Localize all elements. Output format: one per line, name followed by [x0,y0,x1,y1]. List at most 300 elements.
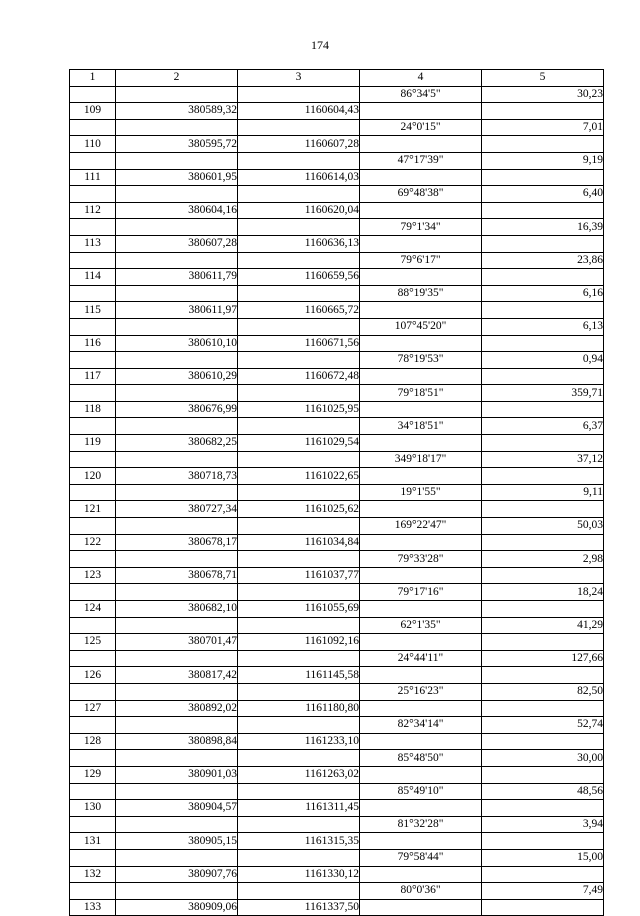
y-coordinate-cell: 1161145,58 [238,667,360,684]
y-coordinate-cell [238,650,360,667]
point-number-cell: 122 [70,534,116,551]
distance-cell: 6,37 [482,418,604,435]
column-header: 3 [238,70,360,87]
direction-angle-cell [360,866,482,883]
distance-cell [482,733,604,750]
direction-angle-cell: 69°48'38" [360,186,482,203]
table-row [70,103,604,120]
y-coordinate-cell [238,385,360,402]
distance-cell: 0,94 [482,352,604,369]
direction-angle-cell [360,368,482,385]
point-number-cell: 113 [70,235,116,252]
y-coordinate-cell: 1160620,04 [238,202,360,219]
table-row [70,750,604,767]
x-coordinate-cell: 380701,47 [116,634,238,651]
direction-angle-cell [360,766,482,783]
direction-angle-cell: 86°34'5" [360,86,482,103]
x-coordinate-cell [116,849,238,866]
table-row [70,700,604,717]
y-coordinate-cell: 1161034,84 [238,534,360,551]
table-row [70,484,604,501]
table-row [70,883,604,900]
y-coordinate-cell [238,219,360,236]
point-number-cell: 130 [70,800,116,817]
point-number-cell [70,584,116,601]
y-coordinate-cell [238,451,360,468]
y-coordinate-cell [238,86,360,103]
y-coordinate-cell [238,683,360,700]
y-coordinate-cell: 1161037,77 [238,567,360,584]
table-row [70,186,604,203]
distance-cell: 16,39 [482,219,604,236]
x-coordinate-cell: 380601,95 [116,169,238,186]
x-coordinate-cell [116,219,238,236]
direction-angle-cell [360,534,482,551]
point-number-cell: 127 [70,700,116,717]
distance-cell [482,335,604,352]
distance-cell [482,634,604,651]
y-coordinate-cell: 1160672,48 [238,368,360,385]
distance-cell: 9,11 [482,484,604,501]
point-number-cell [70,285,116,302]
table-row [70,385,604,402]
table-row [70,219,604,236]
x-coordinate-cell: 380718,73 [116,468,238,485]
y-coordinate-cell: 1161233,10 [238,733,360,750]
point-number-cell: 116 [70,335,116,352]
y-coordinate-cell [238,285,360,302]
point-number-cell [70,617,116,634]
x-coordinate-cell: 380904,57 [116,800,238,817]
point-number-cell [70,385,116,402]
direction-angle-cell: 85°49'10" [360,783,482,800]
table-row [70,833,604,850]
point-number-cell [70,883,116,900]
point-number-cell: 123 [70,567,116,584]
y-coordinate-cell: 1161025,95 [238,401,360,418]
direction-angle-cell [360,667,482,684]
direction-angle-cell [360,269,482,286]
distance-cell: 37,12 [482,451,604,468]
table-row [70,252,604,269]
y-coordinate-cell: 1161337,50 [238,899,360,916]
y-coordinate-cell [238,849,360,866]
table-row [70,235,604,252]
point-number-cell [70,152,116,169]
distance-cell [482,302,604,319]
x-coordinate-cell [116,318,238,335]
point-number-cell: 120 [70,468,116,485]
distance-cell [482,866,604,883]
point-number-cell [70,750,116,767]
direction-angle-cell: 81°32'28" [360,816,482,833]
y-coordinate-cell [238,318,360,335]
x-coordinate-cell [116,717,238,734]
distance-cell: 6,16 [482,285,604,302]
table-row [70,766,604,783]
x-coordinate-cell [116,551,238,568]
direction-angle-cell: 169°22'47" [360,518,482,535]
x-coordinate-cell: 380907,76 [116,866,238,883]
y-coordinate-cell [238,551,360,568]
point-number-cell: 117 [70,368,116,385]
x-coordinate-cell: 380678,71 [116,567,238,584]
point-number-cell: 109 [70,103,116,120]
y-coordinate-cell [238,418,360,435]
table-row [70,667,604,684]
point-number-cell: 112 [70,202,116,219]
table-row [70,601,604,618]
table-row [70,352,604,369]
y-coordinate-cell: 1161263,02 [238,766,360,783]
x-coordinate-cell [116,584,238,601]
column-header: 5 [482,70,604,87]
point-number-cell: 133 [70,899,116,916]
y-coordinate-cell: 1160665,72 [238,302,360,319]
direction-angle-cell: 24°44'11" [360,650,482,667]
table-row [70,86,604,103]
direction-angle-cell: 82°34'14" [360,717,482,734]
direction-angle-cell [360,136,482,153]
x-coordinate-cell: 380682,25 [116,435,238,452]
point-number-cell: 125 [70,634,116,651]
direction-angle-cell: 79°1'34" [360,219,482,236]
distance-cell [482,468,604,485]
point-number-cell: 118 [70,401,116,418]
x-coordinate-cell: 380610,10 [116,335,238,352]
x-coordinate-cell: 380682,10 [116,601,238,618]
column-header: 2 [116,70,238,87]
table-row [70,302,604,319]
distance-cell [482,766,604,783]
x-coordinate-cell: 380595,72 [116,136,238,153]
x-coordinate-cell: 380607,28 [116,235,238,252]
x-coordinate-cell [116,783,238,800]
direction-angle-cell [360,169,482,186]
table-row [70,866,604,883]
direction-angle-cell [360,302,482,319]
direction-angle-cell: 349°18'17" [360,451,482,468]
y-coordinate-cell: 1161330,12 [238,866,360,883]
direction-angle-cell: 79°17'16" [360,584,482,601]
direction-angle-cell [360,700,482,717]
distance-cell: 41,29 [482,617,604,634]
table-row [70,584,604,601]
direction-angle-cell: 62°1'35" [360,617,482,634]
point-number-cell [70,518,116,535]
direction-angle-cell: 25°16'23" [360,683,482,700]
point-number-cell [70,816,116,833]
point-number-cell [70,717,116,734]
x-coordinate-cell: 380589,32 [116,103,238,120]
table-row [70,269,604,286]
y-coordinate-cell: 1161022,65 [238,468,360,485]
point-number-cell [70,86,116,103]
distance-cell [482,534,604,551]
table-row [70,401,604,418]
direction-angle-cell [360,501,482,518]
distance-cell [482,833,604,850]
x-coordinate-cell [116,119,238,136]
distance-cell: 18,24 [482,584,604,601]
point-number-cell: 111 [70,169,116,186]
distance-cell [482,567,604,584]
point-number-cell: 114 [70,269,116,286]
table-row [70,119,604,136]
table-row [70,435,604,452]
point-number-cell: 126 [70,667,116,684]
table-row [70,418,604,435]
x-coordinate-cell [116,683,238,700]
y-coordinate-cell [238,883,360,900]
y-coordinate-cell: 1161025,62 [238,501,360,518]
table-body [70,86,604,916]
point-number-cell: 121 [70,501,116,518]
y-coordinate-cell: 1160604,43 [238,103,360,120]
distance-cell: 9,19 [482,152,604,169]
point-number-cell [70,849,116,866]
direction-angle-cell [360,601,482,618]
table-row [70,136,604,153]
table-row [70,468,604,485]
distance-cell [482,700,604,717]
direction-angle-cell: 78°19'53" [360,352,482,369]
y-coordinate-cell [238,152,360,169]
y-coordinate-cell: 1161180,80 [238,700,360,717]
x-coordinate-cell: 380727,34 [116,501,238,518]
direction-angle-cell: 79°58'44" [360,849,482,866]
distance-cell [482,103,604,120]
direction-angle-cell [360,567,482,584]
y-coordinate-cell [238,816,360,833]
x-coordinate-cell [116,451,238,468]
distance-cell: 48,56 [482,783,604,800]
point-number-cell: 129 [70,766,116,783]
direction-angle-cell [360,235,482,252]
point-number-cell: 128 [70,733,116,750]
direction-angle-cell: 107°45'20" [360,318,482,335]
coordinates-table [69,69,604,916]
point-number-cell: 131 [70,833,116,850]
table-row [70,717,604,734]
direction-angle-cell [360,899,482,916]
y-coordinate-cell [238,119,360,136]
y-coordinate-cell [238,518,360,535]
y-coordinate-cell [238,584,360,601]
point-number-cell [70,551,116,568]
x-coordinate-cell [116,518,238,535]
x-coordinate-cell: 380611,97 [116,302,238,319]
table-row [70,318,604,335]
table-row [70,899,604,916]
direction-angle-cell [360,833,482,850]
direction-angle-cell: 19°1'55" [360,484,482,501]
table-row [70,567,604,584]
table-row [70,816,604,833]
x-coordinate-cell [116,418,238,435]
table-row [70,733,604,750]
distance-cell: 2,98 [482,551,604,568]
table-row [70,617,604,634]
distance-cell: 127,66 [482,650,604,667]
y-coordinate-cell: 1161311,45 [238,800,360,817]
distance-cell [482,435,604,452]
distance-cell: 359,71 [482,385,604,402]
y-coordinate-cell [238,484,360,501]
x-coordinate-cell: 380892,02 [116,700,238,717]
table-row [70,285,604,302]
point-number-cell [70,451,116,468]
distance-cell: 3,94 [482,816,604,833]
y-coordinate-cell: 1161092,16 [238,634,360,651]
distance-cell: 30,23 [482,86,604,103]
distance-cell [482,169,604,186]
table-row [70,534,604,551]
table-row [70,683,604,700]
y-coordinate-cell: 1160659,56 [238,269,360,286]
y-coordinate-cell: 1161315,35 [238,833,360,850]
y-coordinate-cell [238,717,360,734]
table-row [70,451,604,468]
table-row [70,650,604,667]
point-number-cell [70,352,116,369]
direction-angle-cell [360,800,482,817]
distance-cell: 7,49 [482,883,604,900]
table-row [70,152,604,169]
point-number-cell [70,219,116,236]
x-coordinate-cell: 380909,06 [116,899,238,916]
point-number-cell: 110 [70,136,116,153]
x-coordinate-cell [116,285,238,302]
y-coordinate-cell [238,252,360,269]
table-row [70,518,604,535]
x-coordinate-cell [116,816,238,833]
point-number-cell: 132 [70,866,116,883]
table-row [70,202,604,219]
y-coordinate-cell: 1161029,54 [238,435,360,452]
distance-cell [482,368,604,385]
point-number-cell [70,683,116,700]
column-header: 1 [70,70,116,87]
x-coordinate-cell [116,152,238,169]
direction-angle-cell: 34°18'51" [360,418,482,435]
distance-cell [482,667,604,684]
distance-cell [482,401,604,418]
table-row [70,335,604,352]
distance-cell [482,136,604,153]
direction-angle-cell: 85°48'50" [360,750,482,767]
point-number-cell: 115 [70,302,116,319]
y-coordinate-cell [238,750,360,767]
distance-cell [482,501,604,518]
direction-angle-cell [360,103,482,120]
distance-cell [482,800,604,817]
x-coordinate-cell [116,484,238,501]
x-coordinate-cell [116,352,238,369]
point-number-cell: 124 [70,601,116,618]
x-coordinate-cell: 380678,17 [116,534,238,551]
point-number-cell [70,186,116,203]
table-header-row [70,70,604,87]
y-coordinate-cell [238,352,360,369]
y-coordinate-cell [238,783,360,800]
point-number-cell [70,418,116,435]
distance-cell: 82,50 [482,683,604,700]
point-number-cell [70,783,116,800]
direction-angle-cell [360,634,482,651]
x-coordinate-cell: 380610,29 [116,368,238,385]
y-coordinate-cell: 1160636,13 [238,235,360,252]
x-coordinate-cell [116,883,238,900]
distance-cell: 23,86 [482,252,604,269]
x-coordinate-cell: 380604,16 [116,202,238,219]
distance-cell [482,235,604,252]
direction-angle-cell: 79°18'51" [360,385,482,402]
distance-cell: 52,74 [482,717,604,734]
distance-cell: 30,00 [482,750,604,767]
distance-cell [482,899,604,916]
x-coordinate-cell: 380611,79 [116,269,238,286]
direction-angle-cell: 47°17'39" [360,152,482,169]
direction-angle-cell: 79°33'28" [360,551,482,568]
direction-angle-cell [360,435,482,452]
y-coordinate-cell: 1160607,28 [238,136,360,153]
table-row [70,501,604,518]
point-number-cell [70,650,116,667]
y-coordinate-cell [238,617,360,634]
point-number-cell [70,119,116,136]
y-coordinate-cell [238,186,360,203]
distance-cell: 7,01 [482,119,604,136]
point-number-cell [70,252,116,269]
table-row [70,849,604,866]
x-coordinate-cell [116,650,238,667]
distance-cell [482,601,604,618]
x-coordinate-cell: 380905,15 [116,833,238,850]
y-coordinate-cell: 1160614,03 [238,169,360,186]
direction-angle-cell: 79°6'17" [360,252,482,269]
table-row [70,634,604,651]
point-number-cell [70,318,116,335]
distance-cell: 6,13 [482,318,604,335]
page-number: 174 [311,38,329,52]
x-coordinate-cell [116,186,238,203]
x-coordinate-cell: 380898,84 [116,733,238,750]
table-row [70,783,604,800]
x-coordinate-cell: 380901,03 [116,766,238,783]
direction-angle-cell: 80°0'36" [360,883,482,900]
x-coordinate-cell: 380676,99 [116,401,238,418]
direction-angle-cell: 88°19'35" [360,285,482,302]
direction-angle-cell [360,733,482,750]
x-coordinate-cell: 380817,42 [116,667,238,684]
y-coordinate-cell: 1161055,69 [238,601,360,618]
table-row [70,551,604,568]
direction-angle-cell [360,468,482,485]
table-row [70,368,604,385]
table-row [70,800,604,817]
direction-angle-cell [360,202,482,219]
point-number-cell: 119 [70,435,116,452]
direction-angle-cell: 24°0'15" [360,119,482,136]
distance-cell [482,202,604,219]
x-coordinate-cell [116,385,238,402]
column-header: 4 [360,70,482,87]
x-coordinate-cell [116,86,238,103]
point-number-cell [70,484,116,501]
table-row [70,169,604,186]
x-coordinate-cell [116,750,238,767]
